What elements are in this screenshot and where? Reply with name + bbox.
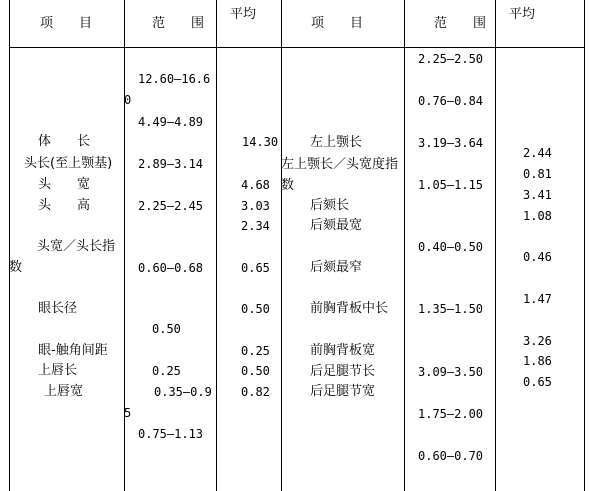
average-cell-right: 0.65 bbox=[523, 375, 552, 389]
average-cell: 3.03 bbox=[241, 199, 270, 213]
divider-avg-left bbox=[216, 0, 217, 491]
border-right bbox=[584, 0, 585, 491]
average-cell: 0.25 bbox=[241, 344, 270, 358]
header-range-right: 范 围 bbox=[434, 16, 487, 31]
average-cell: 0.50 bbox=[241, 302, 270, 316]
range-cell: 0.75—1.13 bbox=[138, 427, 204, 441]
range-cell-right: 1.75—2.00 bbox=[418, 407, 484, 421]
range-cell-right: 2.25—2.50 bbox=[418, 52, 484, 66]
range-cell: 0.35—0.95 bbox=[124, 385, 212, 420]
divider-avg-right bbox=[495, 0, 496, 491]
item-label-right: 后颏最窄 bbox=[310, 260, 363, 275]
item-label-right: 后颏最宽 bbox=[310, 218, 363, 233]
header-item-right: 项 目 bbox=[311, 16, 364, 31]
item-label: 头长(至上颚基) bbox=[24, 156, 113, 171]
range-cell: 2.25—2.45 bbox=[138, 199, 204, 213]
range-cell: 0.60—0.68 bbox=[138, 261, 204, 275]
item-label: 眼-触角间距 bbox=[38, 343, 108, 358]
range-cell: 0.25 bbox=[152, 364, 181, 378]
average-cell: 0.65 bbox=[241, 261, 270, 275]
range-cell: 12.60—16.60 bbox=[124, 72, 211, 107]
item-label-right: 后足腿节长 bbox=[310, 364, 376, 379]
header-rule bbox=[9, 47, 585, 48]
item-label: 上唇长 bbox=[38, 363, 78, 378]
average-cell-right: 2.44 bbox=[523, 146, 552, 160]
item-label: 体 长 bbox=[38, 134, 91, 149]
item-label: 上唇宽 bbox=[44, 384, 84, 399]
average-cell-right: 3.26 bbox=[523, 334, 552, 348]
header-average: 平均 bbox=[230, 7, 257, 22]
divider-center bbox=[281, 0, 282, 491]
header-item: 项 目 bbox=[40, 16, 93, 31]
header-range: 范 围 bbox=[152, 16, 205, 31]
range-cell-right: 3.09—3.50 bbox=[418, 365, 484, 379]
average-cell-right: 3.41 bbox=[523, 188, 552, 202]
item-label: 头宽／头长指数 bbox=[9, 239, 116, 275]
average-cell-right: 1.86 bbox=[523, 354, 552, 368]
item-label: 眼长径 bbox=[38, 301, 78, 316]
range-cell-right: 0.76—0.84 bbox=[418, 94, 484, 108]
header-average-right: 平均 bbox=[509, 7, 536, 22]
item-label: 头 高 bbox=[38, 198, 91, 213]
average-cell-right: 1.08 bbox=[523, 209, 552, 223]
average-cell: 14.30 bbox=[242, 135, 279, 149]
range-cell-right: 3.19—3.64 bbox=[418, 136, 484, 150]
average-cell: 0.50 bbox=[241, 364, 270, 378]
item-label: 头 宽 bbox=[38, 177, 91, 192]
average-cell-right: 1.47 bbox=[523, 292, 552, 306]
range-cell-right: 1.05—1.15 bbox=[418, 178, 484, 192]
range-cell: 0.50 bbox=[152, 322, 181, 336]
item-label-right: 左上颚长 bbox=[310, 135, 363, 150]
average-cell-right: 0.46 bbox=[523, 250, 552, 264]
average-cell: 0.82 bbox=[241, 385, 270, 399]
range-cell-right: 0.60—0.70 bbox=[418, 449, 484, 463]
range-cell-right: 0.40—0.50 bbox=[418, 240, 484, 254]
item-label-right: 左上颚长／头宽度指数 bbox=[281, 157, 399, 193]
item-label-right: 前胸背板中长 bbox=[310, 301, 389, 316]
range-cell-right: 1.35—1.50 bbox=[418, 302, 484, 316]
average-cell: 4.68 bbox=[241, 178, 270, 192]
range-cell: 2.89—3.14 bbox=[138, 157, 204, 171]
average-cell-right: 0.81 bbox=[523, 167, 552, 181]
average-cell: 2.34 bbox=[241, 219, 270, 233]
range-cell: 4.49—4.89 bbox=[138, 115, 204, 129]
item-label-right: 前胸背板宽 bbox=[310, 343, 376, 358]
item-label-right: 后足腿节宽 bbox=[310, 384, 376, 399]
item-label-right: 后颏长 bbox=[310, 198, 350, 213]
